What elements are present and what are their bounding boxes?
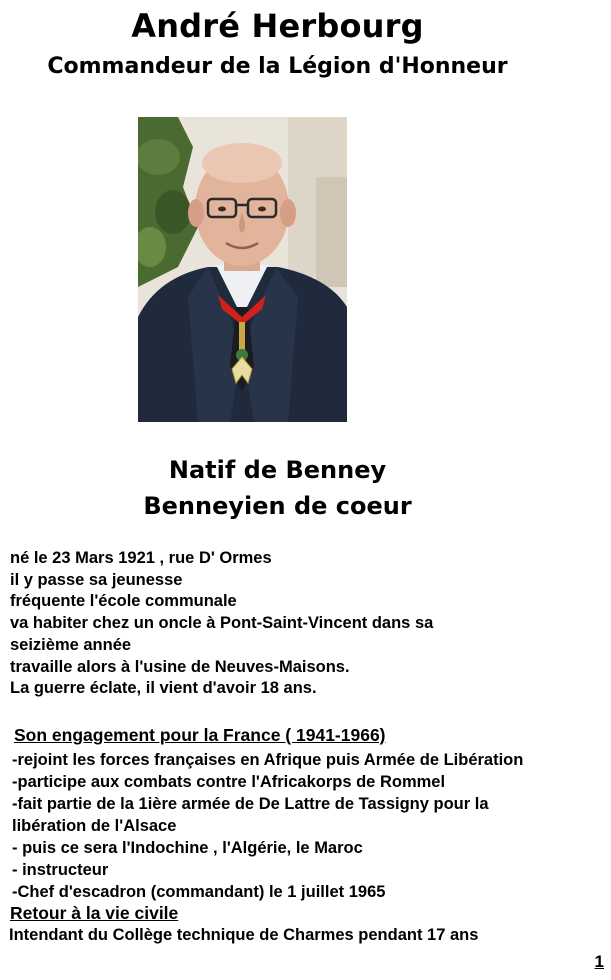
bio-line: travaille alors à l'usine de Neuves-Maisons. <box>10 657 350 676</box>
engagement-line: -Chef d'escadron (commandant) le 1 juillet 1965 <box>12 883 386 901</box>
person-name: André Herbourg <box>131 7 424 45</box>
bio-line: va habiter chez un oncle à Pont-Saint-Vincent dans sa <box>10 614 434 633</box>
bio-line: il y passe sa jeunesse <box>10 570 183 589</box>
origin-subheading: Benneyien de coeur <box>143 492 412 520</box>
bio-line: seizième année <box>10 635 132 654</box>
engagement-line: - instructeur <box>12 861 109 879</box>
engagement-list <box>12 749 607 903</box>
civil-section-title: Retour à la vie civile <box>10 903 179 923</box>
engagement-line: -fait partie de la 1ière armée de De Lattre de Tassigny pour la <box>12 795 489 813</box>
bio-line: né le 23 Mars 1921 , rue D' Ormes <box>10 549 272 567</box>
engagement-line: -participe aux combats contre l'Africakorps de Rommel <box>12 773 446 791</box>
engagement-line: -rejoint les forces françaises en Afrique puis Armée de Libération <box>12 751 524 769</box>
origin-heading: Natif de Benney <box>168 456 387 484</box>
bio-line: La guerre éclate, il vient d'avoir 18 ans. <box>10 679 317 698</box>
person-honor-title: Commandeur de la Légion d'Honneur <box>47 54 508 79</box>
page-number: 1 <box>594 952 604 971</box>
bio-line: fréquente l'école communale <box>10 592 237 611</box>
engagement-line: - puis ce sera l'Indochine , l'Algérie, le Maroc <box>12 839 363 857</box>
portrait-photo <box>138 117 347 422</box>
engagement-line: libération de l'Alsace <box>12 817 177 835</box>
civil-text: Intendant du Collège technique de Charmes pendant 17 ans <box>9 926 479 944</box>
bio-paragraph <box>10 548 605 700</box>
engagement-section-title: Son engagement pour la France ( 1941-1966) <box>14 725 386 745</box>
